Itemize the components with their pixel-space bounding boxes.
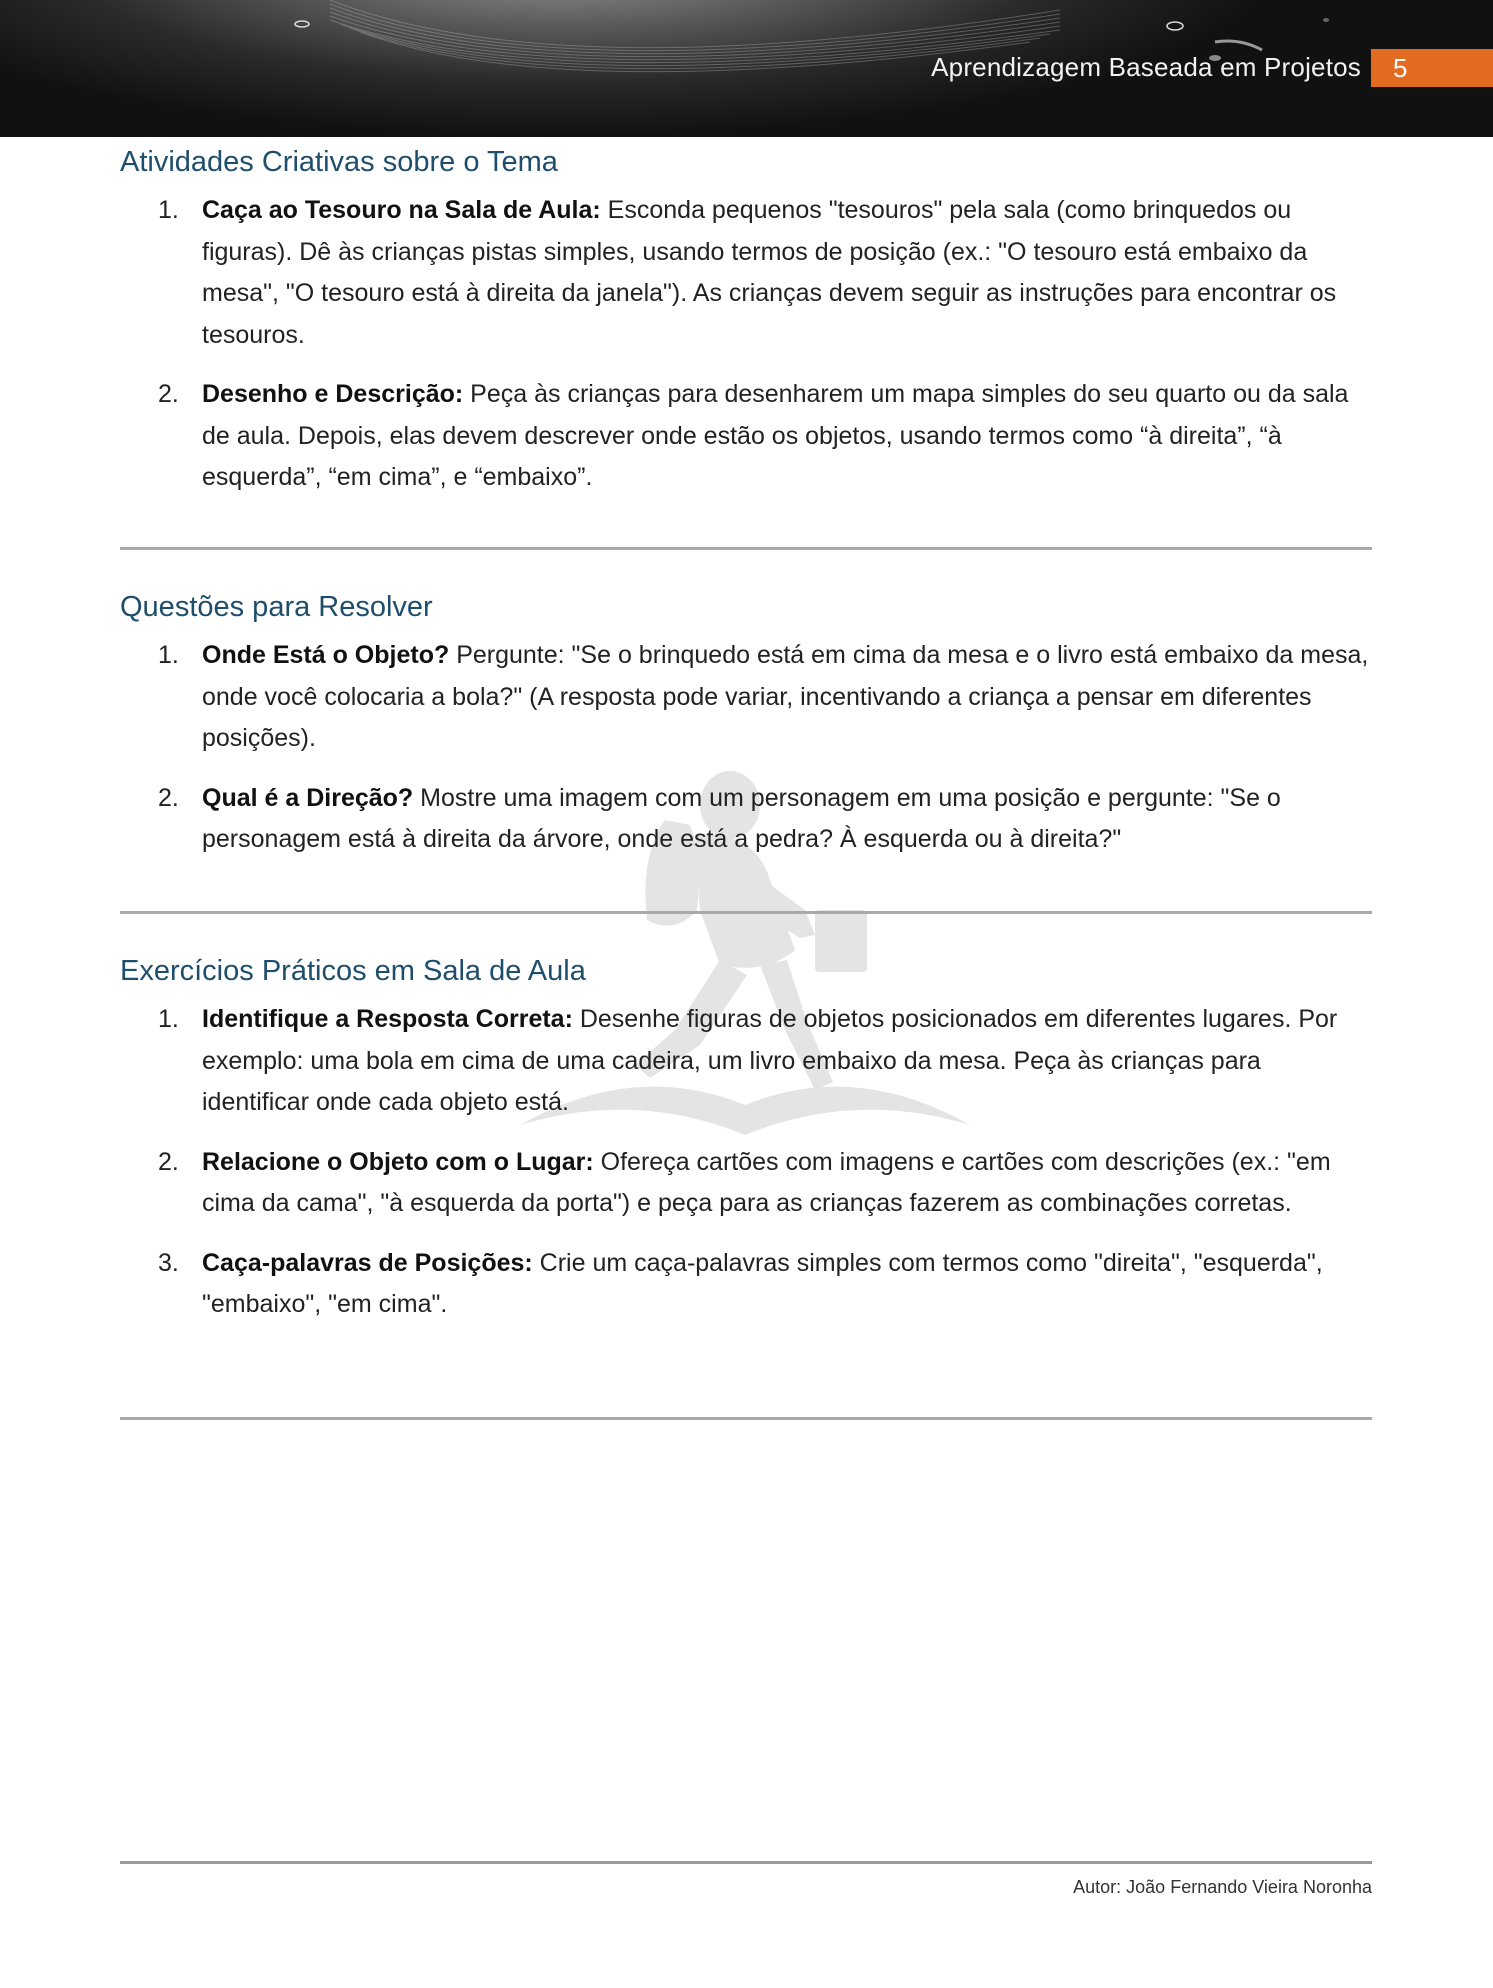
list-number: 1.: [158, 1005, 179, 1033]
item-text: Crie um caça-palavras simples com termos como "direita", "esquerda", "embaixo", "em cima".: [202, 1248, 1323, 1318]
list-number: 1.: [158, 196, 179, 224]
item-title: Caça-palavras de Posições:: [202, 1248, 533, 1277]
list-number: 2.: [158, 1147, 179, 1176]
item-text: Mostre uma imagem com um personagem em uma posição e pergunte: "Se o personagem está à direita da árvore, onde está a pedra? À esquerda ou à direita?": [202, 783, 1281, 853]
item-title: Desenho e Descrição:: [202, 380, 464, 408]
list-item: [120, 190, 1372, 356]
section-heading: Questões para Resolver: [120, 591, 433, 623]
question-list: [120, 635, 1372, 861]
section-heading: Exercícios Práticos em Sala de Aula: [120, 955, 586, 987]
section-creative-activities: [120, 142, 1372, 517]
list-item: [120, 1142, 1372, 1225]
list-item: [120, 374, 1372, 499]
item-title: Qual é a Direção?: [202, 783, 414, 812]
page-number-badge: [1371, 49, 1493, 87]
item-text: Desenhe figuras de objetos posicionados em diferentes lugares. Por exemplo: uma bola em cima de uma cadeira, um livro embaixo da mesa. Peça às crianças para identificar onde cada objeto está.: [202, 1005, 1338, 1116]
list-item: [120, 1243, 1372, 1326]
item-text: Pergunte: "Se o brinquedo está em cima da mesa e o livro está embaixo da mesa, onde você colocaria a bola?" (A resposta pode variar, incentivando a criança a pensar em diferentes posições).: [202, 641, 1369, 752]
section-questions: [120, 587, 1372, 879]
item-title: Onde Está o Objeto?: [202, 641, 450, 669]
section-heading: Atividades Criativas sobre o Tema: [120, 146, 558, 178]
list-number: 2.: [158, 783, 179, 812]
item-title: Identifique a Resposta Correta:: [202, 1005, 573, 1033]
section-practical-exercises: [120, 951, 1372, 1344]
exercise-list: [120, 999, 1372, 1326]
section-divider: [120, 1417, 1372, 1420]
item-text: Ofereça cartões com imagens e cartões com descrições (ex.: "em cima da cama", "à esquerda da porta") e peça para as crianças fazerem as combinações corretas.: [202, 1147, 1331, 1217]
footer-author: Autor: João Fernando Vieira Noronha: [1073, 1877, 1372, 1897]
section-divider: [120, 547, 1372, 550]
page-number: 5: [1393, 52, 1408, 83]
footer-divider: [120, 1861, 1372, 1864]
page-header: [0, 0, 1493, 137]
item-title: Caça ao Tesouro na Sala de Aula:: [202, 196, 601, 224]
activity-list: [120, 190, 1372, 499]
list-item: [120, 635, 1372, 760]
item-title: Relacione o Objeto com o Lugar:: [202, 1147, 594, 1176]
item-text: Esconda pequenos "tesouros" pela sala (como brinquedos ou figuras). Dê às crianças pistas simples, usando termos de posição (ex.: "O tesouro está embaixo da mesa", "O tesouro está à direita da janela"). As crianças devem seguir as instruções para encontrar os tesouros.: [202, 196, 1337, 349]
section-divider: [120, 911, 1372, 914]
header-title: Aprendizagem Baseada em Projetos: [931, 52, 1361, 82]
list-number: 3.: [158, 1248, 179, 1277]
list-number: 2.: [158, 380, 179, 408]
item-text: Peça às crianças para desenharem um mapa simples do seu quarto ou da sala de aula. Depois, elas devem descrever onde estão os objetos, usando termos como “à direita”, “à esquerda”, “em cima”, e “embaixo”.: [202, 380, 1349, 491]
list-item: [120, 999, 1372, 1124]
list-item: [120, 778, 1372, 861]
list-number: 1.: [158, 641, 179, 669]
